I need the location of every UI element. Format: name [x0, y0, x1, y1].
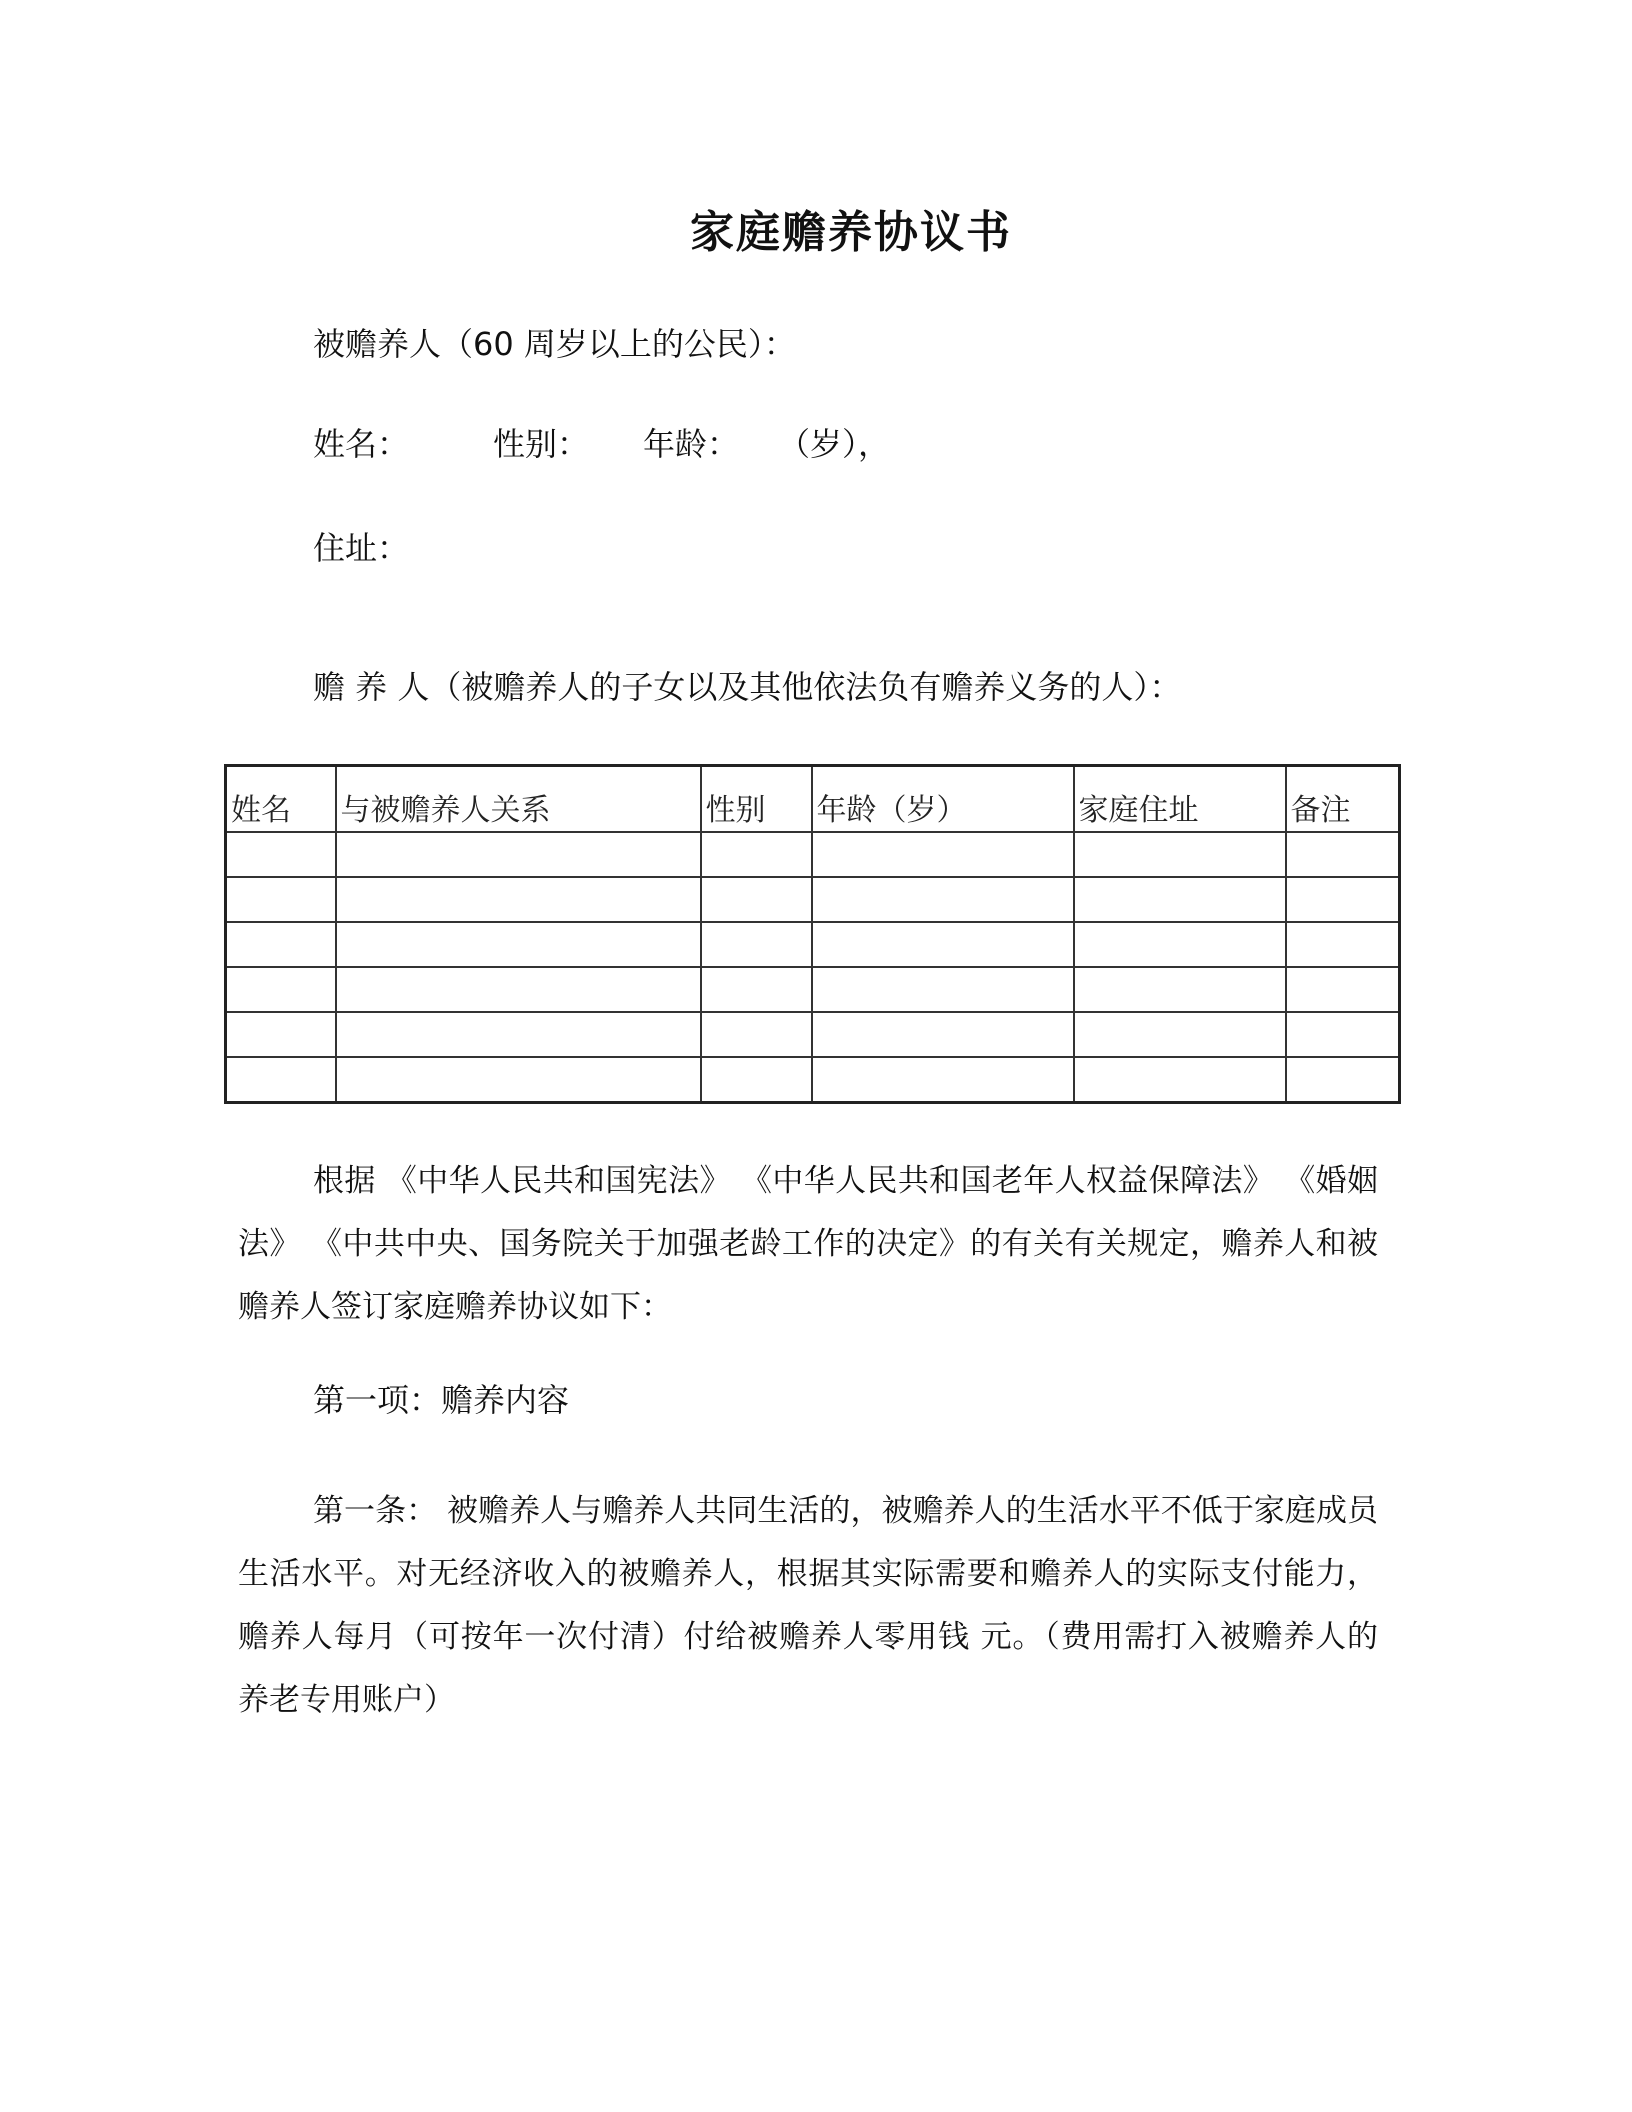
supporters-table-wrapper	[224, 764, 1398, 1104]
address-label: 住址：	[313, 529, 410, 567]
supporters-heading: 赡 养 人（被赡养人的子女以及其他依法负有赡养义务的人）：	[313, 668, 1182, 706]
table-cell[interactable]	[1286, 967, 1400, 1012]
dependent-info-line	[313, 424, 890, 464]
column-header-relation: 与被赡养人关系	[336, 766, 701, 833]
table-cell[interactable]	[1074, 967, 1286, 1012]
section-1-heading: 第一项：赡养内容	[313, 1381, 570, 1419]
table-cell[interactable]	[1286, 1012, 1400, 1057]
table-row	[226, 877, 1400, 922]
table-cell[interactable]	[1286, 1057, 1400, 1103]
table-row	[226, 922, 1400, 967]
table-cell[interactable]	[1286, 877, 1400, 922]
sex-label: 性别：	[493, 425, 590, 463]
table-cell[interactable]	[812, 877, 1074, 922]
table-cell[interactable]	[336, 1057, 701, 1103]
table-row	[226, 832, 1400, 877]
table-cell[interactable]	[1074, 1012, 1286, 1057]
table-cell[interactable]	[226, 877, 336, 922]
age-unit: （岁），	[778, 425, 891, 463]
table-cell[interactable]	[226, 922, 336, 967]
preamble-paragraph: 根据 《中华人民共和国宪法》 《中华人民共和国老年人权益保障法》 《婚姻法》 《中共中央、国务院关于加强老龄工作的决定》的有关有关规定，赡养人和被赡养人签订家庭赡养协议如下：	[238, 1163, 1378, 1325]
article-1-paragraph: 第一条： 被赡养人与赡养人共同生活的，被赡养人的生活水平不低于家庭成员生活水平。对无经济收入的被赡养人，根据其实际需要和赡养人的实际支付能力，赡养人每月（可按年一次付清）付给被赡养人零用钱 元。（费用需打入被赡养人的养老专用账户）	[238, 1493, 1378, 1718]
table-cell[interactable]	[336, 967, 701, 1012]
table-cell[interactable]	[226, 832, 336, 877]
document-title: 家庭赡养协议书	[690, 207, 1012, 258]
table-cell[interactable]	[701, 1012, 812, 1057]
column-header-remarks: 备注	[1286, 766, 1400, 833]
table-cell[interactable]	[1286, 922, 1400, 967]
table-cell[interactable]	[701, 967, 812, 1012]
table-cell[interactable]	[701, 922, 812, 967]
table-row	[226, 1012, 1400, 1057]
table-cell[interactable]	[1074, 832, 1286, 877]
table-cell[interactable]	[1074, 877, 1286, 922]
column-header-address: 家庭住址	[1074, 766, 1286, 833]
table-header-row	[226, 766, 1400, 833]
table-cell[interactable]	[336, 922, 701, 967]
table-row	[226, 967, 1400, 1012]
age-label: 年龄：	[643, 425, 740, 463]
supporters-table	[224, 764, 1401, 1104]
table-cell[interactable]	[701, 877, 812, 922]
table-cell[interactable]	[812, 967, 1074, 1012]
column-header-name: 姓名	[226, 766, 336, 833]
table-cell[interactable]	[812, 1057, 1074, 1103]
table-cell[interactable]	[336, 1012, 701, 1057]
table-cell[interactable]	[812, 1012, 1074, 1057]
column-header-sex: 性别	[701, 766, 812, 833]
table-cell[interactable]	[226, 967, 336, 1012]
supporters-table-body	[226, 832, 1400, 1103]
table-cell[interactable]	[1074, 1057, 1286, 1103]
table-cell[interactable]	[226, 1012, 336, 1057]
table-cell[interactable]	[336, 877, 701, 922]
table-cell[interactable]	[336, 832, 701, 877]
table-cell[interactable]	[1286, 832, 1400, 877]
table-cell[interactable]	[812, 832, 1074, 877]
table-cell[interactable]	[1074, 922, 1286, 967]
column-header-age: 年龄（岁）	[812, 766, 1074, 833]
table-row	[226, 1057, 1400, 1103]
dependent-heading: 被赡养人（60 周岁以上的公民）：	[313, 325, 796, 363]
table-cell[interactable]	[701, 1057, 812, 1103]
table-cell[interactable]	[812, 922, 1074, 967]
table-cell[interactable]	[226, 1057, 336, 1103]
name-label: 姓名：	[313, 425, 410, 463]
table-cell[interactable]	[701, 832, 812, 877]
